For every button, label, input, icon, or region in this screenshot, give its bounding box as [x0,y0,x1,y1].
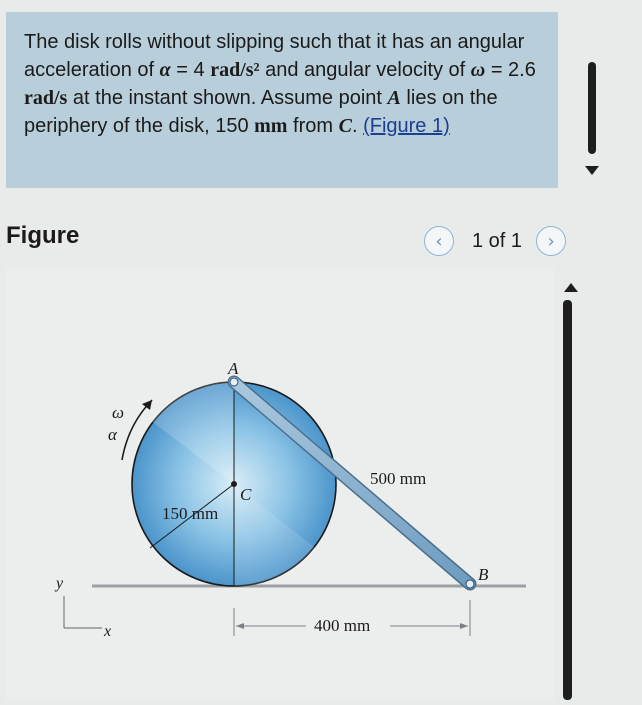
chevron-right-icon: › [547,230,555,252]
label-x-axis: x [104,623,112,640]
point-c-label: C [338,115,352,137]
label-point-c: C [240,485,252,504]
center-point-c [231,481,237,487]
scrollbar-thumb-right[interactable] [563,300,572,700]
label-omega: ω [112,403,125,422]
alpha-value: = 4 [170,59,211,81]
mm-unit: mm [254,115,288,137]
label-alpha: α [108,425,117,444]
label-point-a: A [228,359,239,378]
figure-link[interactable]: (Figure 1) [363,115,450,137]
point-a-label: A [387,87,401,109]
scroll-up-arrow-icon[interactable] [564,283,578,292]
rotation-arrow-head-icon [142,400,152,410]
figure-counter: 1 of 1 [472,229,523,252]
dim-arrow-left-icon [236,623,244,629]
problem-text-3: at the instant shown. Assume point [67,87,388,109]
label-rod-length: 500 mm [370,469,427,488]
omega-unit: rad/s [24,87,68,109]
label-radius: 150 mm [162,504,219,523]
label-y-axis: y [56,575,64,592]
next-figure-button[interactable] [536,226,566,256]
alpha-unit: rad/s² [210,59,260,81]
disk-rod-diagram [6,268,554,700]
problem-text-4: lies on the periphery of the disk, 150 [24,87,498,137]
figure-canvas [6,268,554,700]
omega-symbol: ω [470,59,486,81]
pin-a [230,378,238,386]
label-distance: 400 mm [314,616,371,635]
problem-statement [6,12,558,188]
figure-pagination [424,226,566,256]
problem-text-2: and angular velocity of [259,59,471,81]
problem-text-5: from [287,115,339,137]
problem-text-1: The disk rolls without slipping such that it has an angular acceleration of [24,31,525,81]
scroll-down-arrow-icon[interactable] [585,166,599,175]
problem-text-6: . [351,115,364,137]
omega-value: = 2.6 [485,59,536,81]
alpha-symbol: α [159,59,171,81]
scrollbar-thumb-top[interactable] [588,62,596,154]
dim-arrow-right-icon [460,623,468,629]
label-point-b: B [478,565,489,584]
figure-heading: Figure [6,222,80,249]
chevron-left-icon: ‹ [435,230,443,252]
prev-figure-button[interactable] [424,226,454,256]
pin-b [466,580,474,588]
